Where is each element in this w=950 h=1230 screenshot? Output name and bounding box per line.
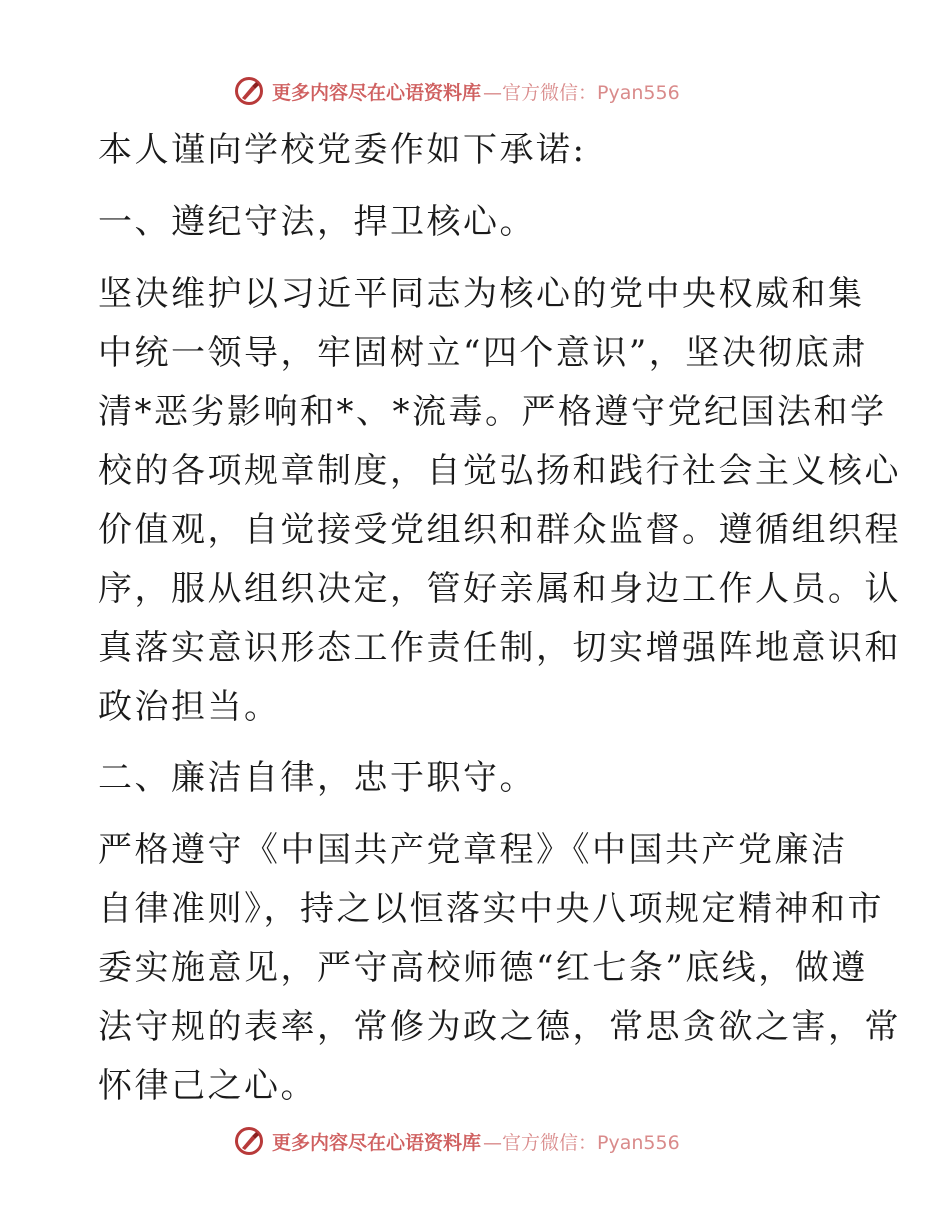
paragraph-line: 价值观，自觉接受党组织和群众监督。遵循组织程: [98, 510, 901, 550]
paragraph-line: 政治担当。: [98, 687, 281, 727]
footer-watermark: [234, 1124, 680, 1158]
paragraph-line: 清*恶劣影响和*、*流毒。严格遵守党纪国法和学: [98, 392, 887, 432]
watermark-wechat-text: —官方微信：Pyan556: [483, 81, 680, 104]
paragraph-line: 真落实意识形态工作责任制，切实增强阵地意识和: [98, 628, 901, 668]
paragraph-line: 中统一领导，牢固树立“四个意识”，坚决彻底肃: [98, 333, 868, 373]
pen-nib-circle-icon: [234, 1126, 264, 1156]
pen-nib-circle-icon: [234, 76, 264, 106]
watermark-main-text: 更多内容尽在心语资料库: [272, 1131, 482, 1154]
intro-line: 本人谨向学校党委作如下承诺:: [98, 130, 587, 170]
paragraph-line: 坚决维护以习近平同志为核心的党中央权威和集: [98, 274, 865, 314]
paragraph-line: 校的各项规章制度，自觉弘扬和践行社会主义核心: [98, 451, 901, 491]
paragraph-line: 法守规的表率，常修为政之德，常思贪欲之害，常: [98, 1007, 901, 1047]
paragraph-line: 委实施意见，严守高校师德“红七条”底线，做遵: [98, 948, 868, 988]
paragraph-line: 自律准则》，持之以恒落实中央八项规定精神和市: [98, 889, 884, 929]
paragraph-line: 怀律己之心。: [98, 1066, 317, 1106]
header-watermark: [234, 74, 680, 108]
paragraph-line: 严格遵守《中国共产党章程》《中国共产党廉洁: [98, 830, 848, 870]
watermark-wechat-text: —官方微信：Pyan556: [483, 1131, 680, 1154]
watermark-main-text: 更多内容尽在心语资料库: [272, 81, 482, 104]
section-heading-1: 一、遵纪守法，捍卫核心。: [98, 202, 536, 242]
paragraph-line: 序，服从组织决定，管好亲属和身边工作人员。认: [98, 569, 901, 609]
section-heading-2: 二、廉洁自律，忠于职守。: [98, 758, 536, 798]
